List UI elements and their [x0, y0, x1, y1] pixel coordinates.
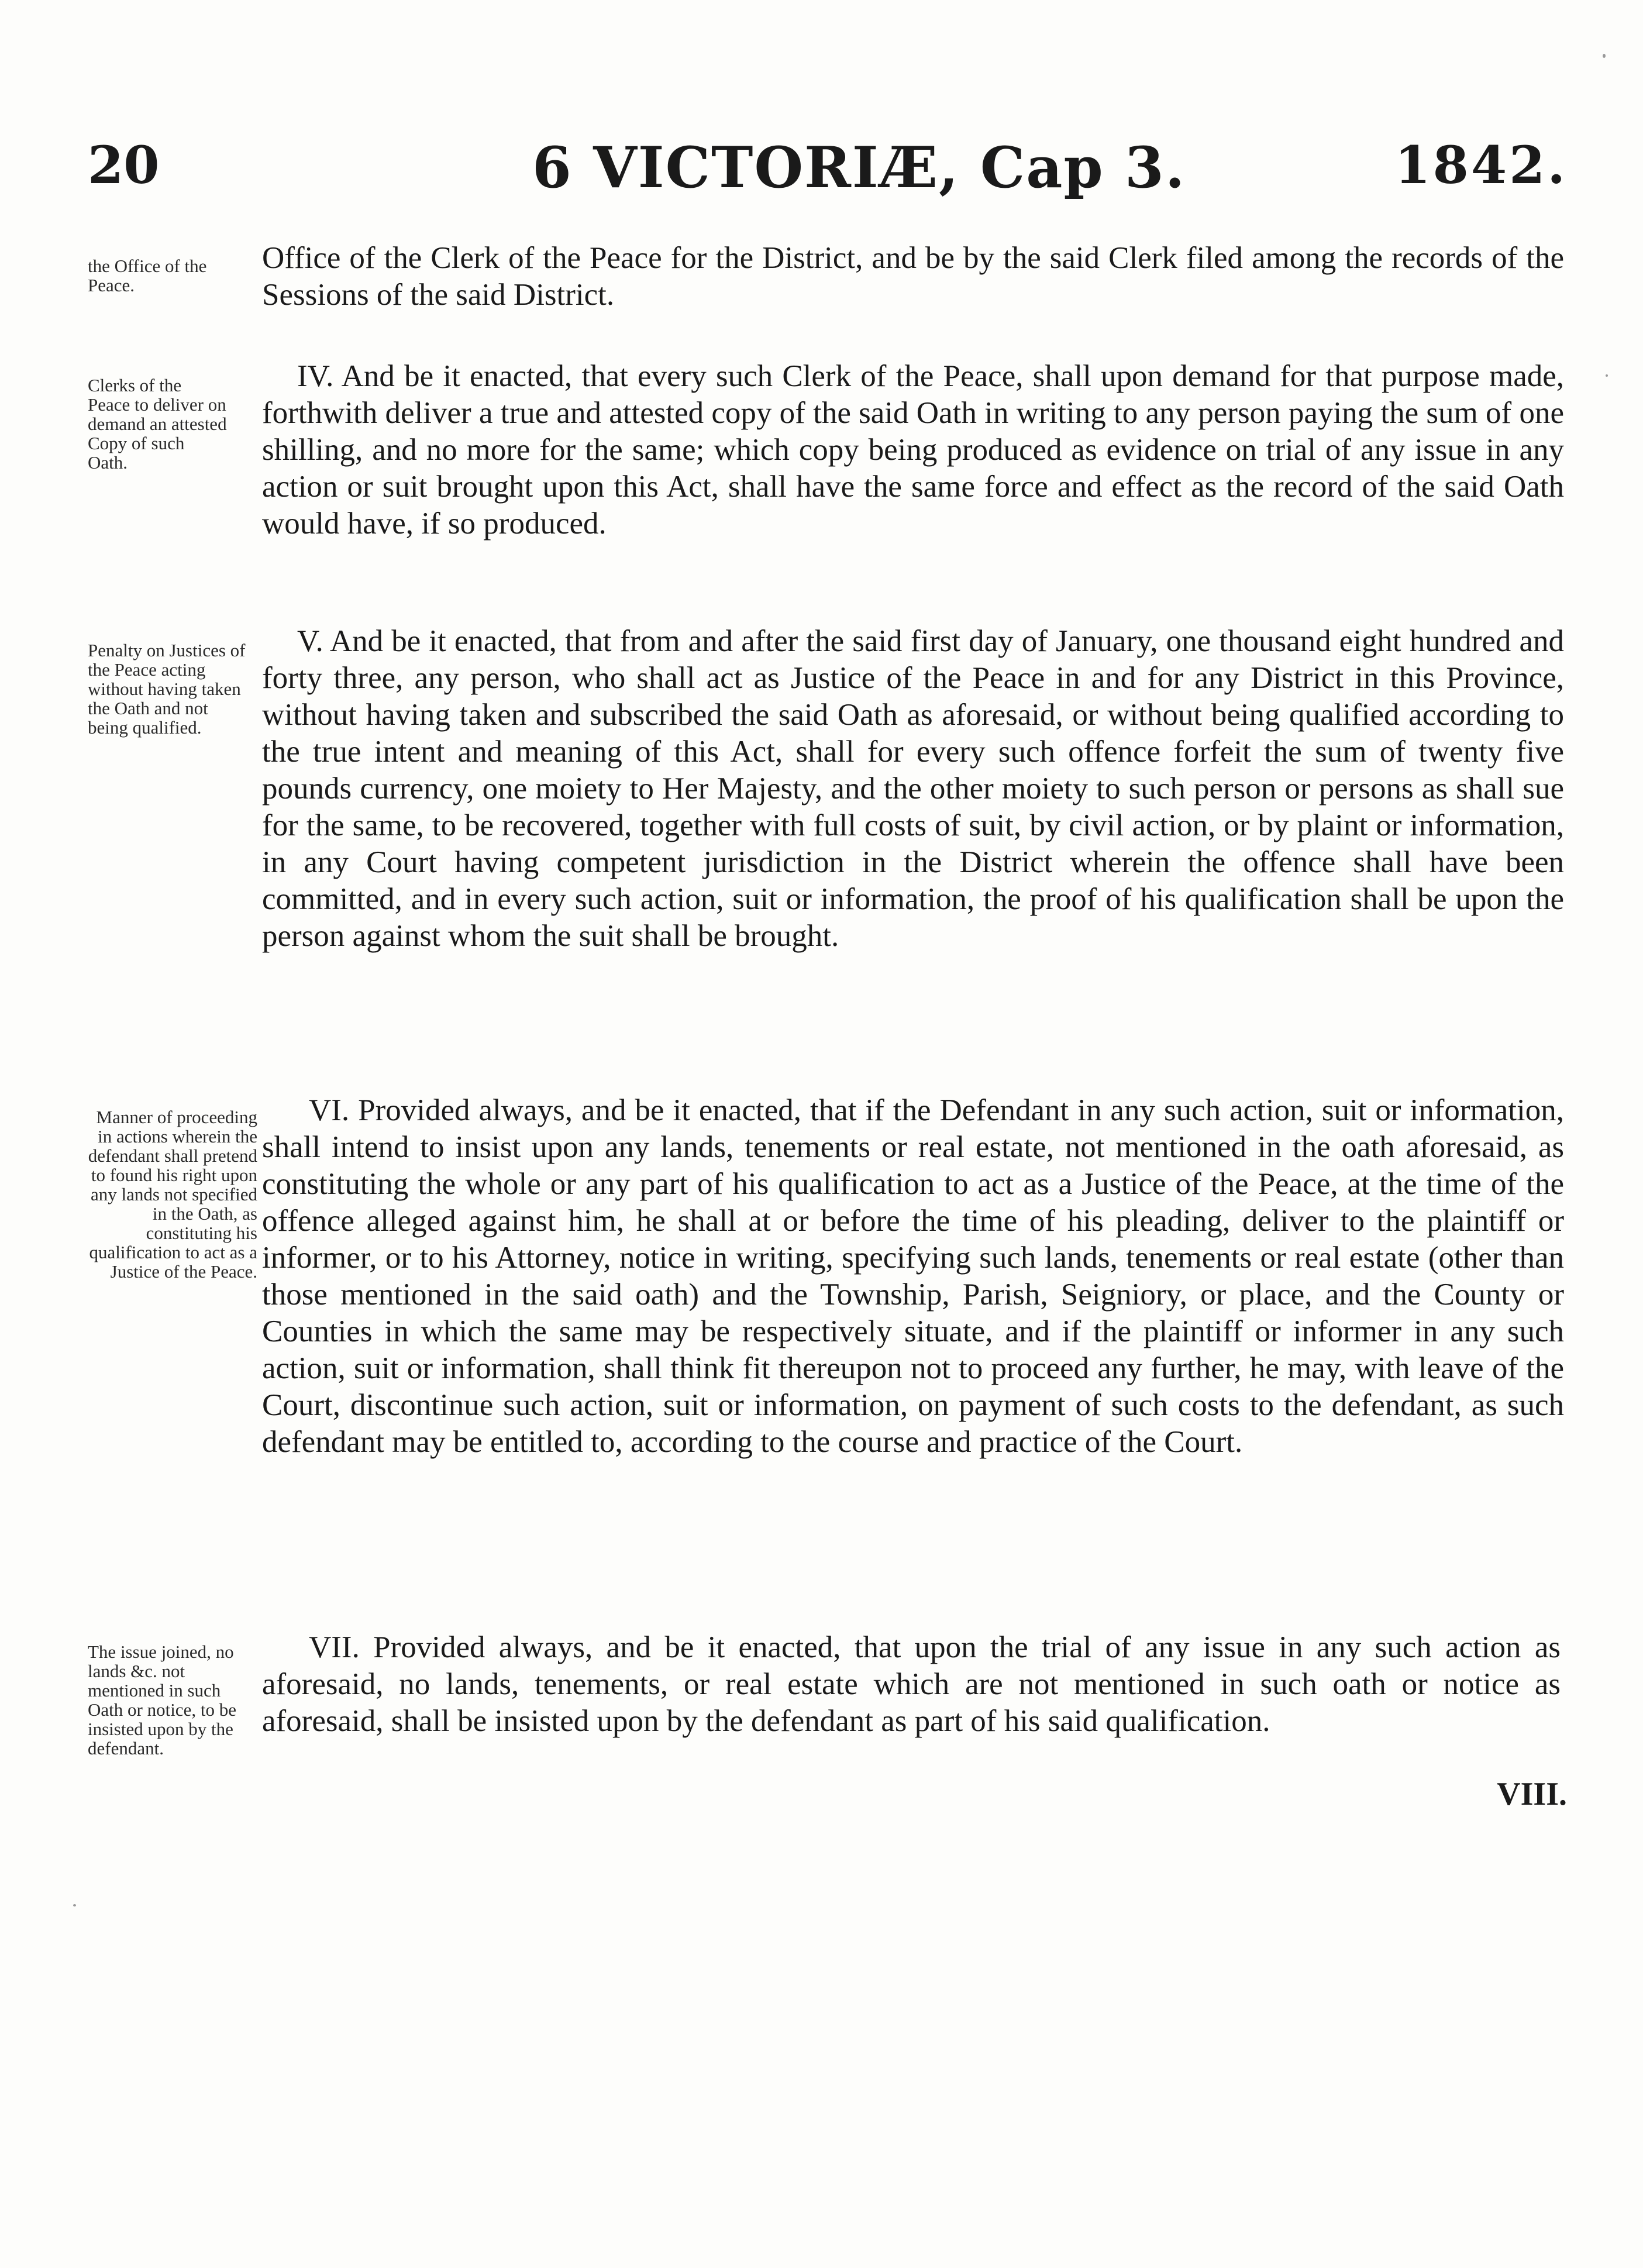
- year: 1842.: [1394, 135, 1568, 195]
- marginal-note: the Office of the Peace.: [88, 256, 207, 295]
- marginal-note: Manner of proceeding in actions wherein the defendant shall pretend to found his right upon any lands not specified in the Oath, as constituting his qualification to act as a Justice of the Peace.: [88, 1107, 257, 1282]
- scan-speck: [1603, 54, 1606, 58]
- marginal-note: The issue joined, no lands &c. not mentioned in such Oath or notice, to be insisted upon by the defendant.: [88, 1641, 236, 1758]
- paragraph-v: V. And be it enacted, that from and after the said first day of January, one thousand eight hundred and forty three, any person, who shall act as Justice of the Peace in and for any District in this Province, without having taken and subscribed the said Oath as aforesaid, or without being qualified according to the true intent and meaning of this Act, shall for every such offence forfeit the sum of twenty five pounds currency, one moiety to Her Majesty, and the other moiety to such person or persons as shall sue for the same, to be recovered, together with full costs of suit, by civil action, or by plaint or information, in any Court having competent jurisdiction in the District wherein the offence shall have been committed, and in every such action, suit or information, the proof of his qualification shall be upon the person against whom the suit shall be brought.: [262, 624, 1564, 953]
- scan-speck: [73, 1904, 76, 1906]
- paragraph-continuation: Office of the Clerk of the Peace for the District, and be by the said Clerk filed among the records of the Sessions of the said District.: [262, 241, 1564, 312]
- catchword: VIII.: [1497, 1776, 1567, 1812]
- running-title: 6 VICTORIÆ, Cap 3.: [532, 135, 1186, 201]
- paragraph-iv: IV. And be it enacted, that every such Clerk of the Peace, shall upon demand for that purpose made, forthwith deliver a true and attested copy of the said Oath in writing to any person paying the sum of one shilling, and no more for the same; which copy being produced as evidence on trial of any issue in any action or suit brought upon this Act, shall have the same force and effect as the record of the said Oath would have, if so produced.: [262, 359, 1564, 541]
- running-header: [88, 135, 1568, 211]
- scan-speck: [1606, 374, 1608, 377]
- paragraph-vi: VI. Provided always, and be it enacted, that if the Defendant in any such action, suit or information, shall intend to insist upon any lands, tenements or real estate, not mentioned in the oath aforesaid, as constituting the whole or any part of his qualification to act as a Justice of the Peace, at the time of the offence alleged against him, he shall at or before the time of his pleading, deliver to the plaintiff or informer, or to his Attorney, notice in writing, specifying such lands, tenements or real estate (other than those mentioned in the said oath) and the Township, Parish, Seigniory, or place, and the County or Counties in which the same may be respectively situate, and if the plaintiff or informer in any such action, suit or information, shall think fit thereupon not to proceed any further, he may, with leave of the Court, discontinue such action, suit or information, on payment of such costs to the defendant, as such defendant may be entitled to, according to the course and practice of the Court.: [262, 1093, 1564, 1459]
- marginal-note: Penalty on Justices of the Peace acting without having taken the Oath and not being qualified.: [88, 640, 246, 738]
- paragraph-vii: VII. Provided always, and be it enacted, that upon the trial of any issue in any such action as aforesaid, no lands, tenements, or real estate which are not mentioned in such oath or notice as aforesaid, shall be insisted upon by the defendant as part of his said qualification.: [262, 1630, 1561, 1738]
- page-number: 20: [88, 135, 160, 195]
- marginal-note: Clerks of the Peace to deliver on demand an attested Copy of such Oath.: [88, 375, 227, 473]
